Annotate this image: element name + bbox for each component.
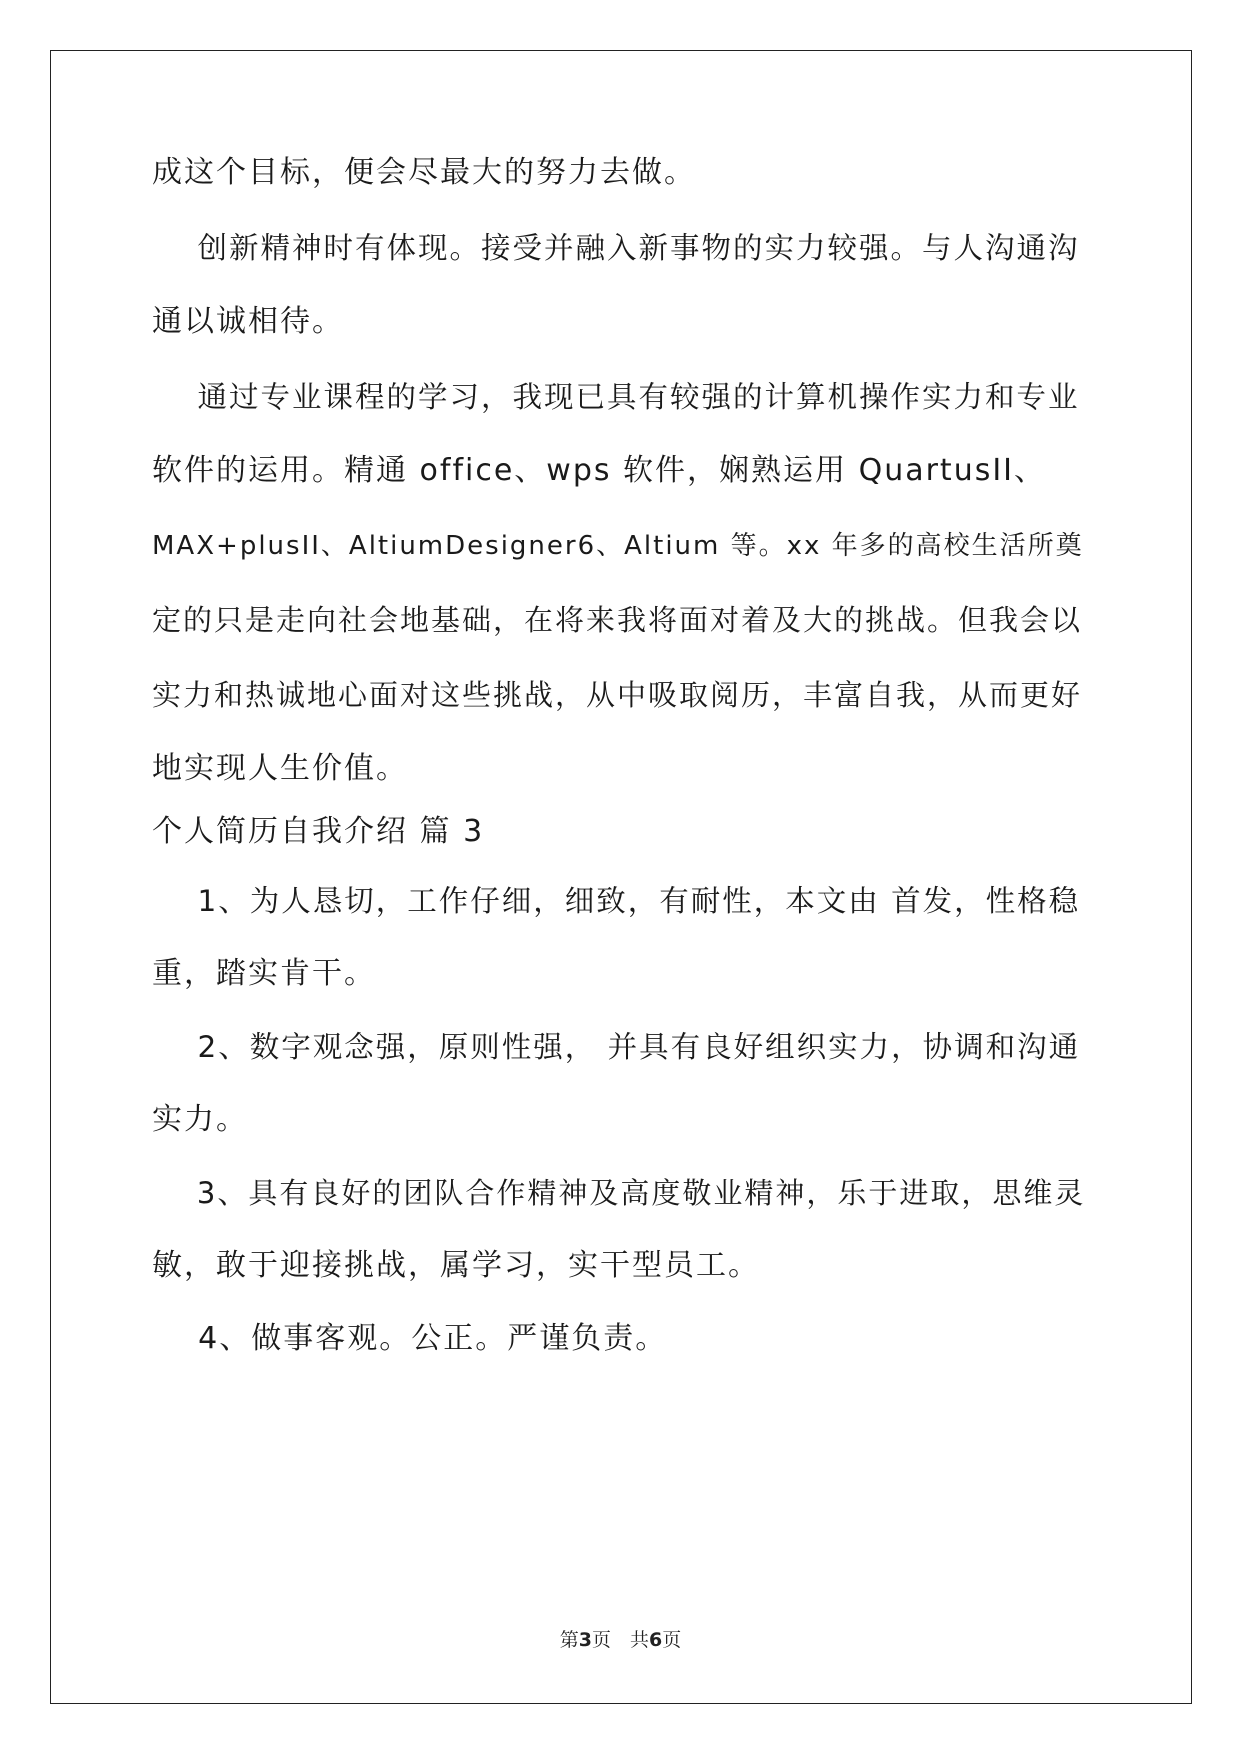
paragraph-line: 实力。 [152, 1102, 248, 1137]
total-page-number: 6 [649, 1629, 663, 1651]
section-heading: 个人简历自我介绍 篇 3 [152, 814, 485, 849]
footer-prefix: 第 [559, 1629, 579, 1651]
paragraph-line: 通过专业课程的学习，我现已具有较强的计算机操作实力和专业 [152, 380, 1080, 414]
paragraph-line: MAX+plusII、AltiumDesigner6、Altium 等。xx 年多的高校生活所奠 [152, 531, 1084, 561]
paragraph-line: 地实现人生价值。 [152, 751, 408, 786]
paragraph-line: 通以诚相待。 [152, 304, 344, 339]
paragraph-line: 创新精神时有体现。接受并融入新事物的实力较强。与人沟通沟 [152, 231, 1080, 265]
paragraph-line: 4、做事客观。公正。严谨负责。 [152, 1321, 668, 1356]
paragraph-line: 1、为人恳切，工作仔细，细致，有耐性，本文由 首发，性格稳 [152, 884, 1081, 918]
footer-middle: 页 共 [591, 1629, 649, 1651]
footer-suffix: 页 [662, 1629, 682, 1651]
page-footer [0, 1628, 1241, 1652]
paragraph-line: 3、具有良好的团队合作精神及高度敬业精神，乐于进取，思维灵 [152, 1176, 1086, 1210]
paragraph-line: 2、数字观念强，原则性强， 并具有良好组织实力，协调和沟通 [152, 1030, 1081, 1064]
paragraph-line: 实力和热诚地心面对这些挑战，从中吸取阅历，丰富自我，从而更好 [152, 678, 1083, 712]
page-border [50, 50, 1192, 1704]
paragraph-line: 定的只是走向社会地基础，在将来我将面对着及大的挑战。但我会以 [152, 603, 1083, 637]
paragraph-line: 敏，敢于迎接挑战，属学习，实干型员工。 [152, 1248, 760, 1283]
paragraph-line: 软件的运用。精通 office、wps 软件，娴熟运用 QuartusII、 [152, 453, 1047, 488]
current-page-number: 3 [578, 1629, 592, 1651]
paragraph-line: 重，踏实肯干。 [152, 956, 376, 991]
paragraph-line: 成这个目标，便会尽最大的努力去做。 [152, 155, 696, 190]
